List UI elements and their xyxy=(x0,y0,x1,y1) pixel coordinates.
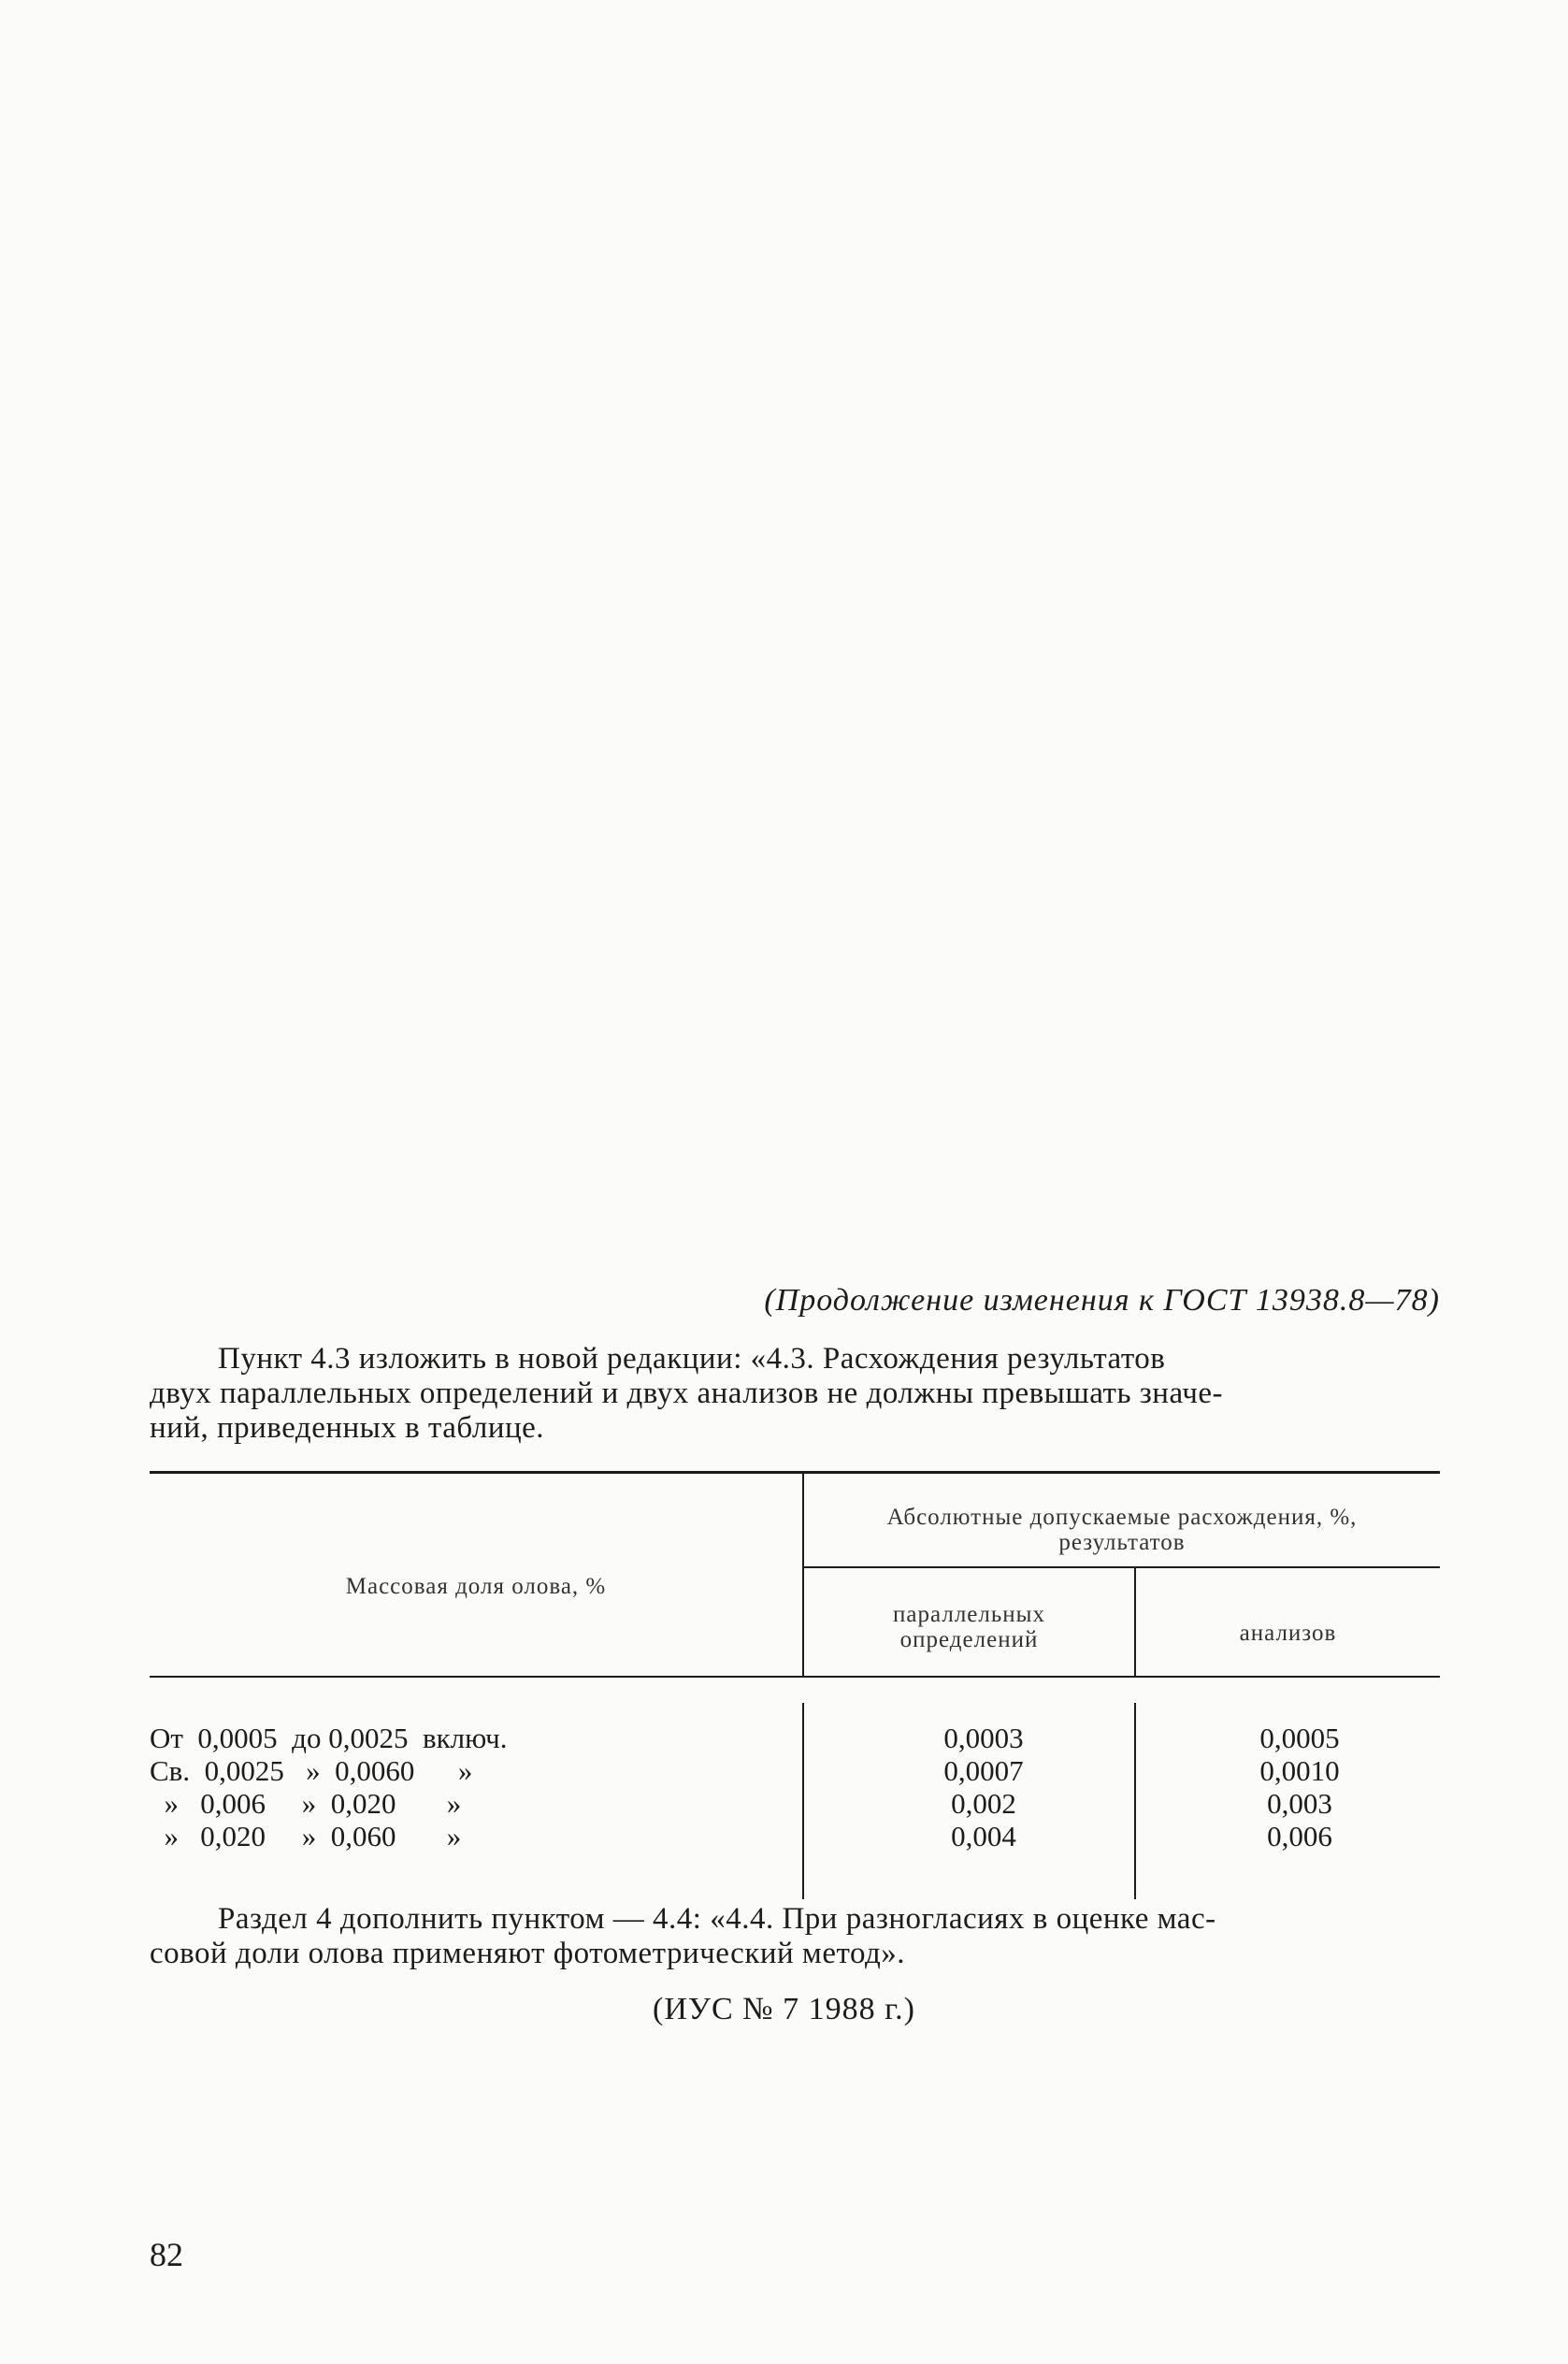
header-mass-fraction: Массовая доля олова, % xyxy=(345,1574,607,1599)
row-label: » 0,006 » 0,020 » xyxy=(150,1787,462,1820)
header-group-line1: Абсолютные допускаемые расхождения, %, xyxy=(886,1505,1358,1530)
paragraph-line: Раздел 4 дополнить пунктом — 4.4: «4.4. При разногласиях в оценке мас- xyxy=(218,1902,1216,1936)
table-cell: 0,0007 xyxy=(943,1754,1024,1787)
row-label: Св. 0,0025 » 0,0060 » xyxy=(150,1754,473,1787)
row-label: От 0,0005 до 0,0025 включ. xyxy=(150,1722,508,1754)
paragraph-line: двух параллельных определений и двух анализов не должны превышать значе- xyxy=(150,1377,1224,1410)
header-analyses: анализов xyxy=(1239,1621,1337,1646)
table-body-divider-1 xyxy=(802,1703,804,1899)
paragraph-4-4 xyxy=(150,1902,1440,1971)
parallel-values xyxy=(871,1722,1096,1852)
header-parallel-line2: определений xyxy=(899,1627,1039,1652)
source-note: (ИУС № 7 1988 г.) xyxy=(653,1992,915,2026)
continuation-title: (Продолжение изменения к ГОСТ 13938.8—78) xyxy=(764,1283,1440,1318)
table-cell: 0,004 xyxy=(951,1820,1016,1852)
analyses-values xyxy=(1187,1722,1412,1852)
table-cell: 0,0010 xyxy=(1259,1754,1340,1787)
table-body-divider-2 xyxy=(1134,1703,1136,1899)
discrepancy-table xyxy=(150,1471,1440,1901)
header-group-line2: результатов xyxy=(1058,1530,1186,1555)
header-group xyxy=(804,1505,1440,1555)
table-cell: 0,0005 xyxy=(1259,1722,1340,1754)
paragraph-line: ний, приведенных в таблице. xyxy=(150,1411,545,1445)
table-cell: 0,0003 xyxy=(943,1722,1024,1754)
header-parallel xyxy=(804,1602,1134,1652)
table-header-bottom-rule xyxy=(150,1676,1440,1678)
paragraph-line: Пункт 4.3 изложить в новой редакции: «4.3. Расхождения результатов xyxy=(218,1342,1166,1376)
header-parallel-line1: параллельных xyxy=(893,1602,1045,1627)
table-top-rule xyxy=(150,1471,1440,1474)
paragraph-line: совой доли олова применяют фотометрический метод». xyxy=(150,1937,906,1970)
paragraph-4-3 xyxy=(150,1342,1440,1446)
table-cell: 0,002 xyxy=(951,1787,1016,1820)
table-cell: 0,003 xyxy=(1267,1787,1332,1820)
table-cell: 0,006 xyxy=(1267,1820,1332,1852)
row-labels xyxy=(150,1722,507,1852)
row-label: » 0,020 » 0,060 » xyxy=(150,1820,462,1852)
table-group-rule xyxy=(802,1566,1440,1568)
page-number: 82 xyxy=(150,2236,183,2273)
